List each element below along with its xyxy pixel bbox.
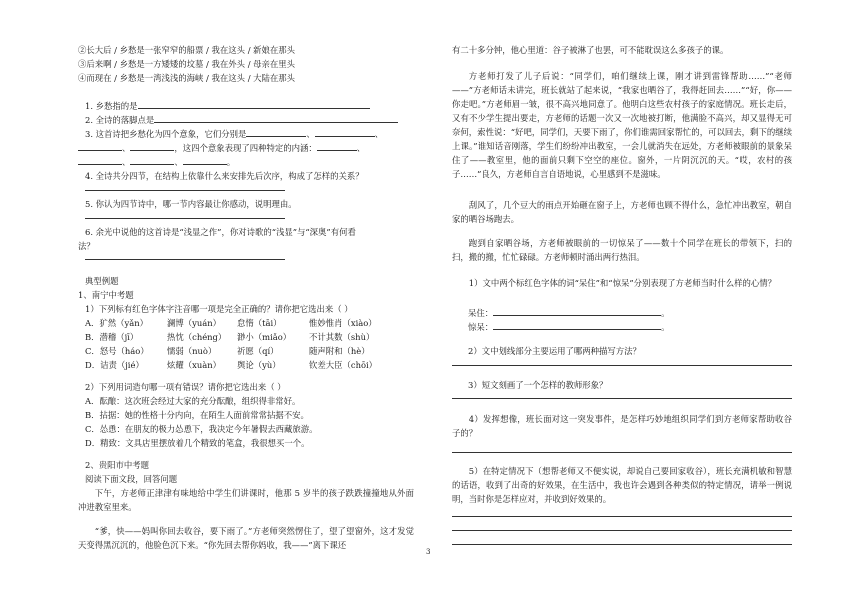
passage-continued: 有二十多分钟，他心里道：谷子被淋了也罢，可不能耽误这么多孩子的课。 bbox=[452, 45, 729, 55]
poem-line-3: ③后来啊 / 乡愁是一方矮矮的坟墓 / 我在外头 / 母亲在里头 bbox=[78, 59, 296, 69]
poem-line-4: ④而现在 / 乡愁是一湾浅浅的海峡 / 我在这头 / 大陆在那头 bbox=[78, 73, 296, 83]
mc1-stem: 1）下列标有红色字体字注音哪一项是完全正确的？请你把它选出来（ ） bbox=[85, 304, 353, 314]
reading-question-4: 4）发挥想像，班长面对这一突发事件，是怎样巧妙地组织同学们到方老师家帮助收谷子的？ bbox=[452, 414, 792, 438]
question-3-text: 3. 这首诗把乡愁化为四个意象，它们分别是 bbox=[85, 129, 247, 139]
question-4: 4. 全诗共分四节，在结构上依靠什么来安排先后次序，构成了怎样的关系？ bbox=[85, 171, 364, 181]
answer-blank[interactable] bbox=[183, 155, 227, 165]
option-cell: 舆论（yù） bbox=[237, 360, 281, 370]
passage-paragraph-2: “爹，快——妈叫你回去收谷，要下雨了。”方老师突然愣住了，望了望窗外，这才发觉天变得黑沉沉的，他脸色沉下来。“你先回去帮你妈收，我——”离下课还 bbox=[78, 526, 414, 550]
answer-line[interactable] bbox=[452, 530, 792, 531]
option-cell: 渺小（miǎo） bbox=[237, 332, 292, 342]
mc1-row-b bbox=[85, 330, 374, 344]
answer-blank[interactable] bbox=[493, 320, 661, 330]
reading-question-5: 5）在特定情况下（想帮老师又不便实说，却说自己要回家收谷），班长充满机敏和智慧的话语，收到了出奇的好效果，在生活中，我也许会遇到各种类似的特定情况，请举一例说明，当时你是怎样应对，并收到好效果的。 bbox=[452, 466, 792, 504]
option-cell: 惟妙惟肖（xiào） bbox=[309, 318, 377, 328]
reading-question-1: 1）文中两个标红色字体的词“呆住”和“惊呆”分别表现了方老师当时什么样的心情？ bbox=[468, 278, 776, 288]
option-cell: 热忱（chéng） bbox=[167, 332, 227, 342]
option-cell: A．犷然（yǎn） bbox=[85, 318, 149, 328]
option-cell: 祈愿（qí） bbox=[237, 346, 279, 356]
answer-line[interactable] bbox=[452, 398, 792, 399]
option-cell: 澜博（yuán） bbox=[167, 318, 222, 328]
option-cell: 炫耀（xuàn） bbox=[167, 360, 222, 370]
mc2-option-a: A．酝酿：这次班会经过大家的充分酝酿，组织得非常好。 bbox=[85, 396, 301, 406]
reading-instruction: 阅读下面文段，回答问题 bbox=[85, 474, 178, 484]
mc2-stem: 2）下列用词造句哪一项有错误？请你把它选出来（ ） bbox=[85, 382, 286, 392]
question-3: 3. 这首诗把乡愁化为四个意象，它们分别是 、 、 bbox=[85, 129, 384, 139]
answer-blank[interactable] bbox=[315, 127, 375, 137]
subsection-guiyang: 2、贵阳市中考题 bbox=[85, 460, 149, 470]
answer-row-jingdai bbox=[468, 320, 670, 334]
period: 。 bbox=[661, 308, 670, 318]
question-2 bbox=[85, 113, 398, 127]
answer-blank[interactable] bbox=[78, 141, 122, 151]
question-6: 6. 余光中说他的这首诗是“浅显之作”，你对诗歌的“浅显”与“深奥”有何看 bbox=[85, 227, 356, 237]
question-1-text: 1. 乡愁指的是 bbox=[85, 101, 138, 111]
mc2-option-c: C．怂恿：在朋友的极力怂恿下，我决定今年暑假去西藏旅游。 bbox=[85, 424, 318, 434]
question-2-text: 2. 全诗的落脚点是 bbox=[85, 115, 155, 125]
answer-blank[interactable] bbox=[493, 306, 661, 316]
answer-line[interactable] bbox=[452, 365, 792, 366]
answer-line[interactable] bbox=[85, 259, 285, 260]
question-3-line-2: 、 ，这四个意象表现了四种特定的内涵： 、 bbox=[78, 141, 365, 155]
question-3-text-2: ，这四个意象表现了四种特定的内涵： bbox=[174, 143, 317, 153]
answer-blank[interactable] bbox=[78, 155, 122, 165]
answer-blank[interactable] bbox=[130, 155, 174, 165]
page-number: 3 bbox=[426, 548, 431, 556]
reading-question-2: 2）文中划线部分主要运用了哪两种描写方法？ bbox=[468, 346, 641, 356]
period: 。 bbox=[661, 322, 670, 332]
mc2-option-d: D．精致：文具店里摆放着几个精致的笔盒，我很想买一个。 bbox=[85, 438, 310, 448]
poem-line-2: ②长大后 / 乡愁是一张窄窄的船票 / 我在这头 / 新娘在那头 bbox=[78, 45, 296, 55]
answer-blank[interactable] bbox=[154, 113, 398, 123]
answer-row-daizhu bbox=[468, 306, 670, 320]
answer-line[interactable] bbox=[452, 544, 792, 545]
question-5: 5. 你认为四节诗中，哪一节内容最让你感动，说明理由。 bbox=[85, 199, 297, 209]
option-cell: 随声附和（hè） bbox=[309, 346, 370, 356]
question-1 bbox=[85, 99, 370, 113]
mc1-row-c bbox=[85, 344, 370, 358]
passage-paragraph-4: 刮风了，几个豆大的雨点开始砸在窗子上，方老师也顾不得什么，急忙冲出教室，朝自家的晒谷场跑去。 bbox=[452, 200, 792, 224]
passage-paragraph-5: 跑到自家晒谷场，方老师被眼前的一切惊呆了——数十个同学在班长的带领下，扫的扫，搬的搬，忙忙碌碌。方老师顿时涌出两行热泪。 bbox=[452, 238, 792, 262]
label-daizhu: 呆住： bbox=[468, 308, 494, 318]
reading-question-3: 3）短文刻画了一个怎样的教师形象？ bbox=[468, 380, 608, 390]
question-3-line-3: 、 、 。 bbox=[78, 155, 235, 169]
answer-blank[interactable] bbox=[317, 141, 357, 151]
option-cell: 不计其数（shù） bbox=[309, 332, 375, 342]
answer-blank[interactable] bbox=[130, 141, 174, 151]
answer-line[interactable] bbox=[85, 218, 285, 219]
option-cell: D．诘责（jié） bbox=[85, 360, 144, 370]
answer-line[interactable] bbox=[452, 516, 792, 517]
subsection-nanning: 1、南宁中考题 bbox=[78, 290, 134, 300]
answer-blank[interactable] bbox=[138, 99, 370, 109]
mc2-option-b: B．拈据：她的性格十分内向，在陌生人面前常常拈据不安。 bbox=[85, 410, 309, 420]
passage-paragraph-1: 下午，方老师正津津有味地给中学生们讲课时，他那 5 岁半的孩子跌跌撞撞地从外面冲进教室里来。 bbox=[78, 488, 414, 512]
option-cell: B．潜稽（jī） bbox=[85, 332, 139, 342]
mc1-row-d bbox=[85, 358, 377, 372]
label-jingdai: 惊呆： bbox=[468, 322, 494, 332]
option-cell: 怠惰（tāi） bbox=[237, 318, 282, 328]
question-6-cont: 法？ bbox=[78, 241, 95, 251]
answer-line[interactable] bbox=[85, 190, 285, 191]
option-cell: C．怒号（háo） bbox=[85, 346, 149, 356]
answer-blank[interactable] bbox=[246, 127, 306, 137]
mc1-row-a bbox=[85, 316, 377, 330]
option-cell: 懦弱（nuò） bbox=[167, 346, 217, 356]
option-cell: 钦差大臣（chōi） bbox=[309, 360, 378, 370]
answer-line[interactable] bbox=[452, 452, 792, 453]
passage-paragraph-3: 方老师打发了儿子后说：“同学们，咱们继续上课，刚才讲到雷锋帮助……”“老师——”方老师话未讲完，班长就站了起来说，“我家也晒谷了，我得赶回去……”“好，你——你走吧。”方老师眉一皱，很不高兴地同意了。他明白这些农村孩子的家庭情况。班长走后，又有不少学生提出要走，方老师的话题一次又一次地被打断，他满脸不高兴，却又显得无可奈何，索性说：“好吧，同学们，天要下雨了，你们谁需回家帮忙的，可以回去，剩下的继续上课。”谁知话音刚落，学生们纷纷冲出教室，一会儿就消失在远处，方老师被眼前的景象呆住了——教室里，他的面前只剩下空空的座位。窗外，一片阴沉沉的天。“哎，农村的孩子……”良久，方老师自言自语地说，心里感到不是滋味。 bbox=[452, 71, 792, 179]
section-title-typical: 典型例题 bbox=[85, 276, 119, 286]
